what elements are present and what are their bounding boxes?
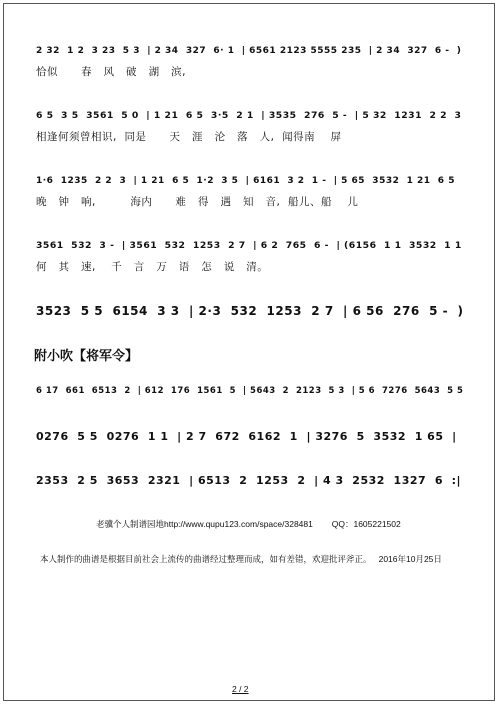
- lyric-line: 相逢何须曾相识, 同是 天 涯 沦 落 人, 闻得南 屏: [36, 131, 342, 143]
- lyric-line: 晚 钟 响, 海内 难 得 遇 知 音, 船儿、船 儿: [36, 196, 359, 208]
- note-line: 本人制作的曲谱是根据目前社会上流传的曲谱经过整理而成，如有差错，欢迎批评斧正。 2016年10月25日: [40, 554, 442, 564]
- page-number: 2 / 2: [232, 684, 249, 694]
- lyric-line: 恰似 春 风 破 湖 滨,: [36, 66, 186, 78]
- notation-line: 2 32 1 2 3 23 5 3 | 2 34 327 6· 1 | 6561 2123 5555 235 | 2 34 327 6 - ): [36, 46, 462, 56]
- notation-line: 0276 5 5 0276 1 1 | 2 7 672 6162 1 | 3276 5 3532 1 65 |: [36, 430, 457, 443]
- notation-line: 2353 2 5 3653 2321 | 6513 2 1253 2 | 4 3 2532 1327 6 :|: [36, 474, 462, 487]
- notation-line: 1·6 1235 2 2 3 | 1 21 6 5 1·2 3 5 | 6161 3 2 1 - | 5 65 3532 1 21 6 5: [36, 176, 455, 186]
- lyric-line: 何 其 速, 千 言 万 语 怎 说 清。: [36, 261, 269, 273]
- section-title: 附小吹【将军令】: [34, 349, 139, 364]
- notation-line: 6 17 661 6513 2 | 612 176 1561 5 | 5643 2 2123 5 3 | 5 6 7276 5643 5 5: [36, 386, 464, 396]
- notation-line: 3561 532 3 - | 3561 532 1253 2 7 | 6 2 765 6 - | (6156 1 1 3532 1 1: [36, 240, 462, 251]
- credit-line: 老骥个人制谱园地http://www.qupu123.com/space/328481 QQ：1605221502: [96, 519, 401, 529]
- notation-line: 3523 5 5 6154 3 3 | 2·3 532 1253 2 7 | 6 56 276 5 - ): [36, 304, 464, 318]
- notation-line: 6 5 3 5 3561 5 0 | 1 21 6 5 3·5 2 1 | 3535 276 5 - | 5 32 1231 2 2 3: [36, 110, 462, 121]
